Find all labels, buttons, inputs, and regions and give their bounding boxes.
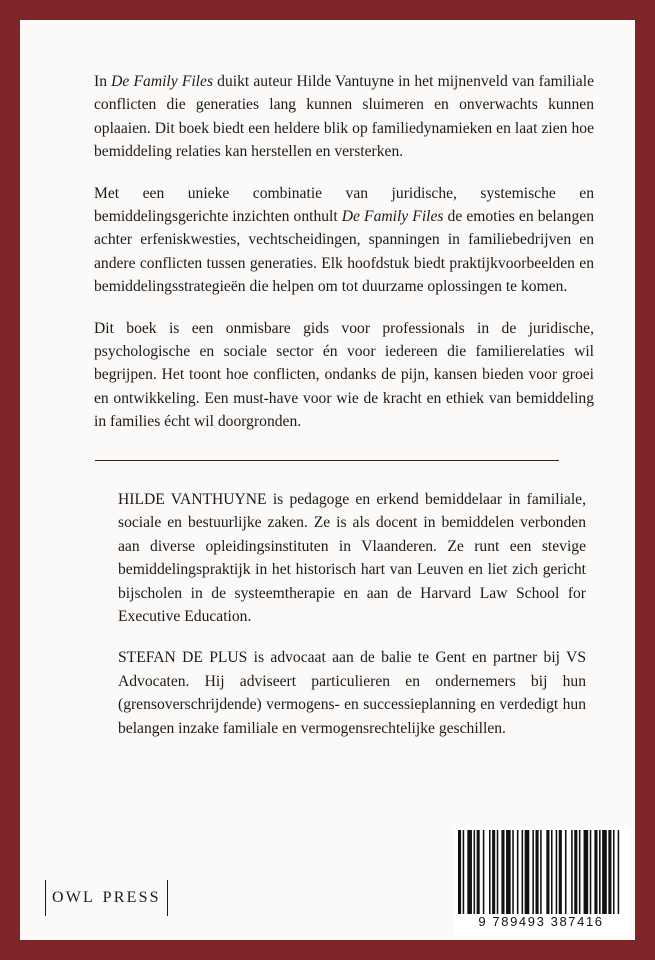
publisher-name: OWL PRESS bbox=[52, 889, 161, 906]
barcode-bar bbox=[467, 830, 472, 914]
barcode-bar bbox=[506, 830, 511, 914]
barcode-bar bbox=[599, 830, 601, 914]
barcode-bar bbox=[556, 830, 558, 914]
barcode-bar bbox=[522, 830, 524, 914]
barcode-bar bbox=[532, 830, 534, 914]
barcode-bar bbox=[540, 830, 542, 914]
blurb-p1-body: duikt auteur Hilde Vantuyne in het mijnenveld van familiale conflicten die generaties lang kunnen sluimeren en onverwachts kunnen oplaaien. Dit boek biedt een heldere blik op familiedynamieken en laat zien hoe bemiddeling relaties kan herstellen en versterken. bbox=[94, 73, 594, 161]
barcode-bar bbox=[536, 830, 539, 914]
blurb-p1-intro: In bbox=[94, 73, 112, 90]
barcode-bar bbox=[517, 830, 519, 914]
barcode-bar bbox=[458, 830, 461, 914]
barcode-bar bbox=[483, 830, 485, 914]
barcode-bar bbox=[571, 830, 573, 914]
barcode-bar bbox=[525, 830, 530, 914]
barcode-bar bbox=[594, 830, 597, 914]
barcode-bar bbox=[501, 830, 504, 914]
book-title-italic: De Family Files bbox=[111, 73, 214, 90]
author-bios bbox=[118, 488, 586, 758]
blurb-text bbox=[94, 70, 594, 434]
barcode-bars bbox=[458, 830, 624, 914]
blurb-paragraph-3: Dit boek is een onmisbare gids voor professionals in de juridische, psychologische en sociale sector én voor iedereen die familierelaties wil begrijpen. Het toont hoe conflicten, ondanks de pijn, kansen bieden voor groei en ontwikkeling. Een must-have voor wie de kracht en ethiek van bemiddeling in families écht wil doorgronden. bbox=[94, 319, 594, 431]
barcode-bar bbox=[590, 830, 592, 914]
barcode-bar bbox=[546, 830, 549, 914]
barcode bbox=[453, 826, 629, 936]
back-cover bbox=[20, 20, 635, 940]
barcode-bar bbox=[613, 830, 615, 914]
barcode-bar bbox=[489, 830, 491, 914]
barcode-bar bbox=[584, 830, 589, 914]
blurb-p2-body: de emoties en belangen achter erfeniskwesties, vechtscheidingen, spanningen in familiebedrijven en andere conflicten tussen generaties. Elk hoofdstuk biedt praktijkvoorbeelden en bemiddelingsstrategieën die helpen om tot duurzame oplossingen te komen. bbox=[94, 208, 594, 296]
blurb-p2-intro: Met een unieke combinatie van juridische, systemische en bemiddelingsgerichte inzichten onthult bbox=[94, 184, 594, 226]
barcode-bar bbox=[565, 830, 567, 914]
author-bio-hilde: HILDE VANTHUYNE is pedagoge en erkend bemiddelaar in familiale, sociale en bestuurlijke zaken. Ze is als docent in bemiddelen verbonden aan diverse opleidingsinstituten in Vlaanderen. Ze runt een stevige bemiddelingspraktijk in het historisch hart van Leuven en liet zich gericht bijscholen in de systeemtherapie en aan de Harvard Law School for Executive Education. bbox=[118, 491, 586, 626]
barcode-bar bbox=[559, 830, 562, 914]
author-bio-stefan: STEFAN DE PLUS is advocaat aan de balie te Gent en partner bij VS Advocaten. Hij adviseert particulieren en ondernemers bij hun (grensoverschrijdende) vermogens- en successieplanning en verdedigt hun belangen inzake familiale en vermogensrechtelijke geschillen. bbox=[118, 649, 586, 737]
publisher-logo bbox=[45, 880, 168, 916]
barcode-bar bbox=[602, 830, 607, 914]
blurb-paragraph-2 bbox=[94, 182, 594, 299]
barcode-bar bbox=[492, 830, 495, 914]
barcode-bar bbox=[463, 830, 465, 914]
book-title-italic: De Family Files bbox=[341, 208, 444, 226]
barcode-bar bbox=[618, 830, 620, 914]
barcode-bar bbox=[551, 830, 553, 914]
barcode-bar bbox=[574, 830, 577, 914]
barcode-bar bbox=[477, 830, 480, 914]
barcode-bar bbox=[608, 830, 611, 914]
section-divider bbox=[95, 460, 559, 461]
barcode-bar bbox=[497, 830, 499, 914]
barcode-bar bbox=[579, 830, 581, 914]
blurb-paragraph-1 bbox=[94, 70, 594, 164]
isbn-number: 9 789493 387416 bbox=[478, 914, 604, 929]
barcode-bar bbox=[474, 830, 476, 914]
barcode-bar bbox=[512, 830, 514, 914]
